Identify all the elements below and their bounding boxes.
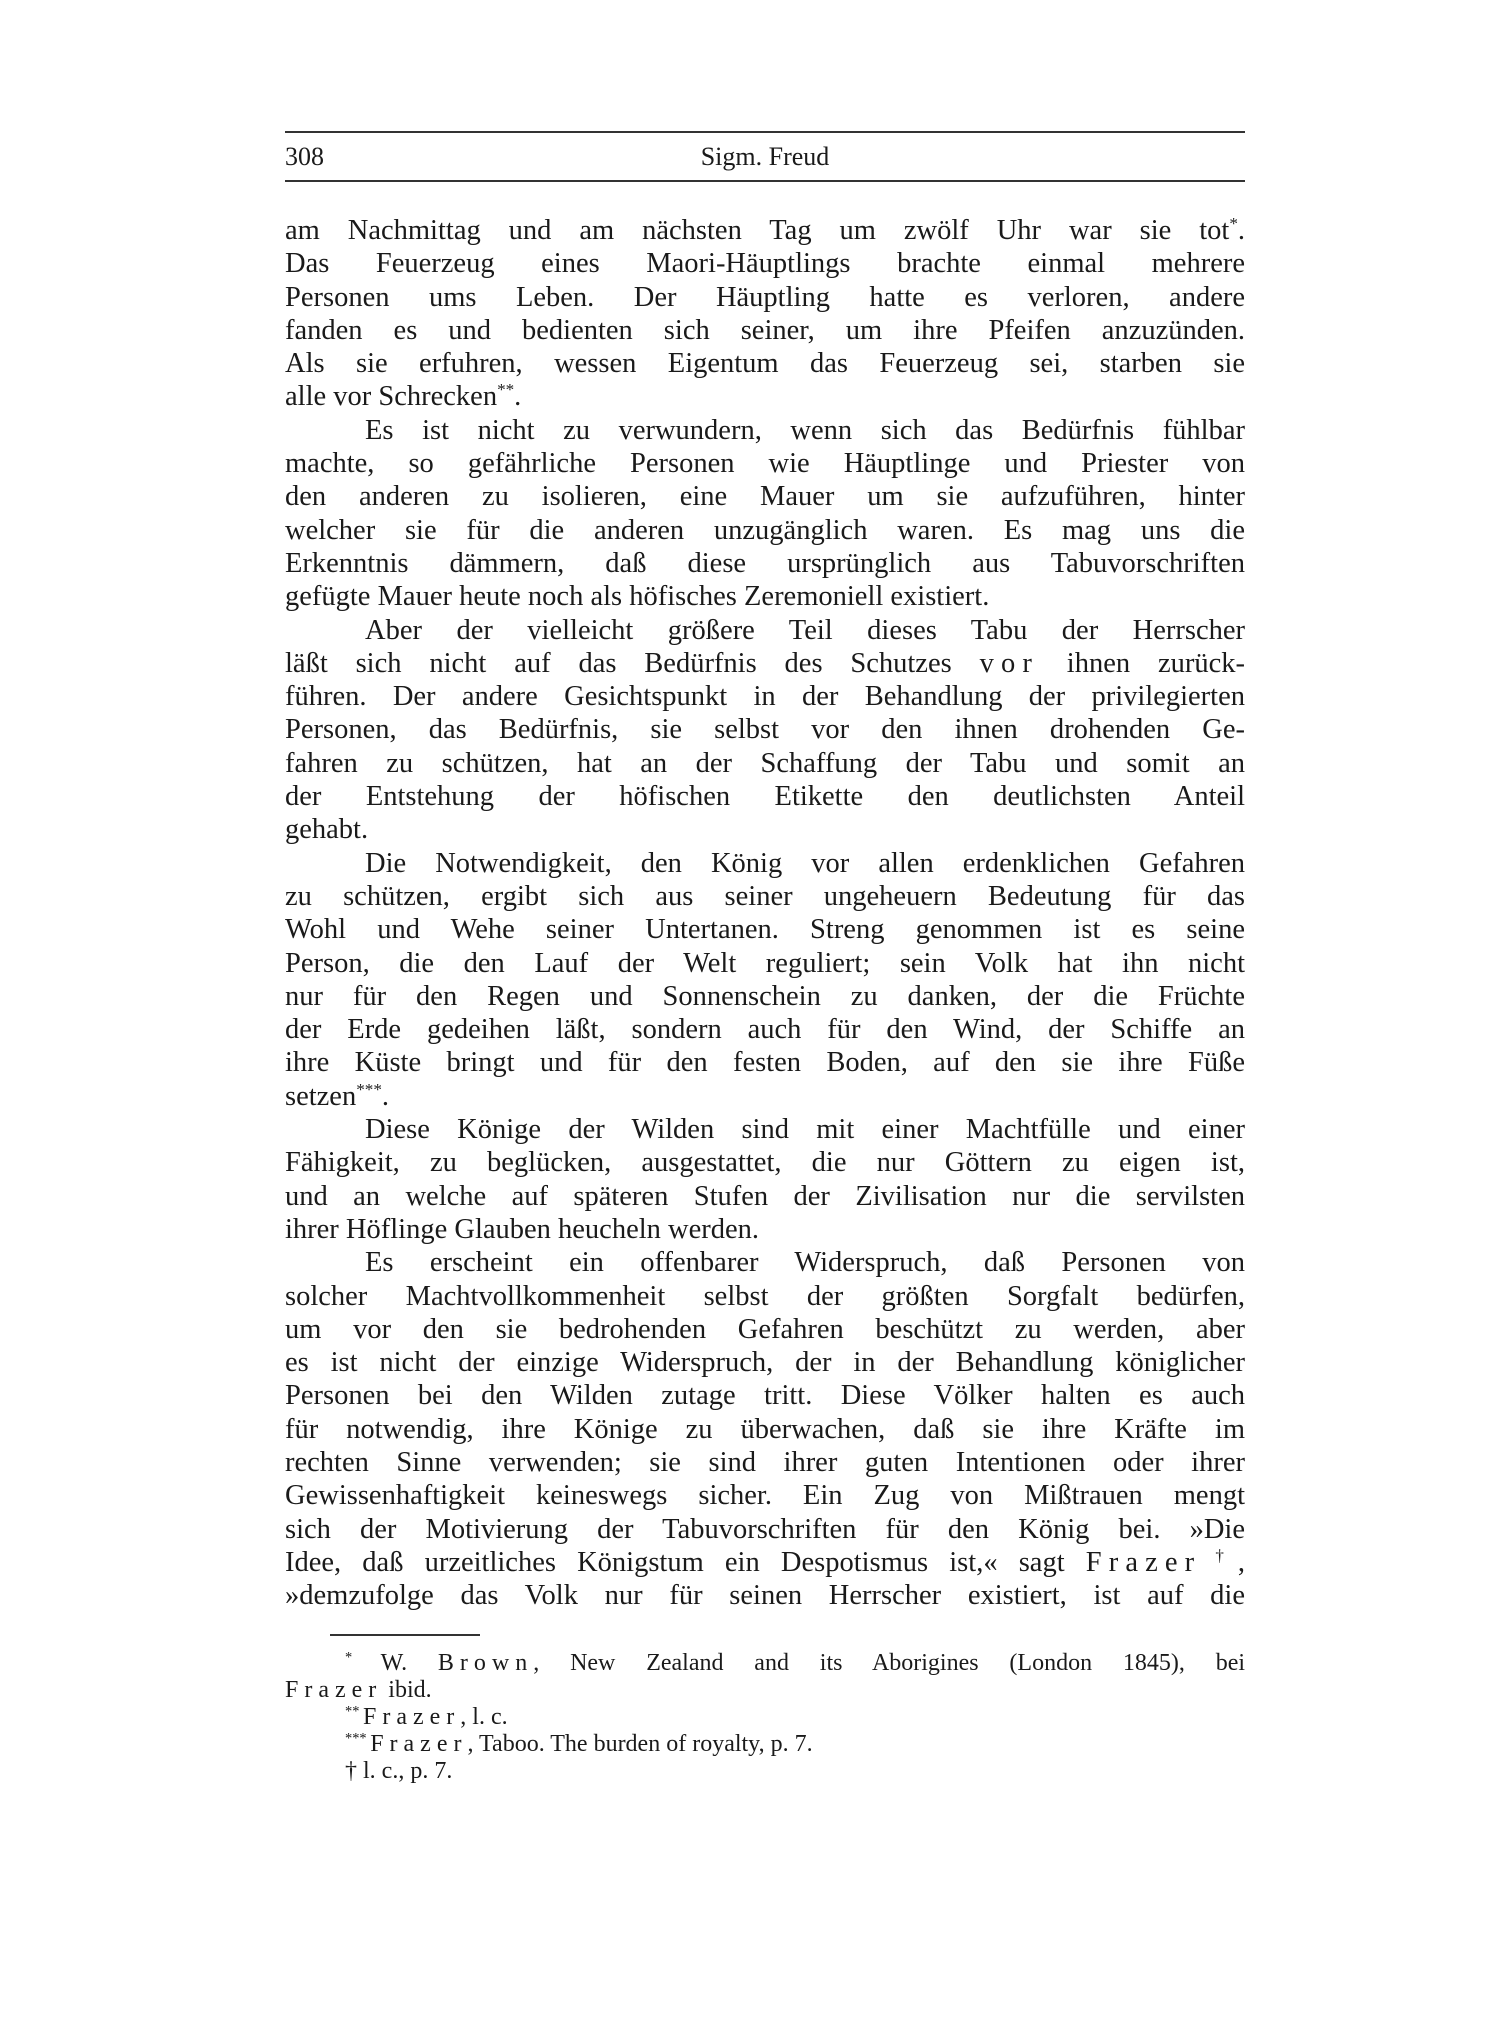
text-line — [285, 780, 1245, 813]
text-line — [285, 347, 1245, 380]
footnote — [285, 1704, 1245, 1731]
footnote-marker: * — [345, 1649, 381, 1666]
text-segment: Die Notwendigkeit, den König vor allen erdenklichen Gefahren — [365, 847, 1245, 879]
text-line — [285, 1146, 1245, 1179]
text-segment: nur für den Regen und Sonnenschein zu danken, der die Früchte — [285, 980, 1245, 1012]
text-line — [285, 713, 1245, 746]
footnote-marker: *** — [345, 1730, 371, 1747]
footnote-marker: *** — [356, 1079, 382, 1099]
text-segment: den anderen zu isolieren, eine Mauer um sie aufzuführen, hinter — [285, 481, 1245, 513]
text-segment: Brown — [437, 1650, 534, 1676]
text-segment: Das Feuerzeug eines Maori-Häuptlings brachte einmal mehrere — [285, 248, 1245, 280]
text-line — [285, 813, 1245, 846]
text-segment: vor — [979, 647, 1039, 679]
text-line — [285, 380, 1245, 413]
paragraph — [285, 214, 1245, 414]
text-line — [285, 281, 1245, 314]
text-segment: Frazer — [285, 1677, 383, 1703]
text-segment: . — [381, 1080, 389, 1112]
text-line — [285, 614, 1245, 647]
text-segment: Personen bei den Wilden zutage tritt. Diese Völker halten es auch — [285, 1380, 1245, 1412]
text-segment: W. — [380, 1650, 438, 1676]
text-segment: l. c., p. 7. — [363, 1758, 453, 1784]
text-line — [285, 747, 1245, 780]
footnote — [285, 1758, 1245, 1785]
header-top-rule — [285, 131, 1245, 133]
body-text — [285, 214, 1245, 1612]
text-segment: Erkenntnis dämmern, daß diese ursprünglich aus Tabuvorschriften — [285, 547, 1245, 579]
text-line — [285, 680, 1245, 713]
text-segment: Personen ums Leben. Der Häuptling hatte es verloren, andere — [285, 281, 1245, 313]
text-line — [285, 1446, 1245, 1479]
paragraph — [285, 614, 1245, 847]
text-line — [285, 1513, 1245, 1546]
text-line — [285, 1413, 1245, 1446]
text-segment: Person, die den Lauf der Welt reguliert; sein Volk hat ihn nicht — [285, 947, 1245, 979]
text-line — [285, 847, 1245, 880]
text-segment: Als sie erfuhren, wessen Eigentum das Feuerzeug sei, starben sie — [285, 348, 1245, 380]
footnote-marker: * — [1229, 213, 1238, 233]
text-line — [285, 1280, 1245, 1313]
text-line — [285, 1346, 1245, 1379]
text-segment: es ist nicht der einzige Widerspruch, der in der Behandlung königlicher — [285, 1347, 1245, 1379]
text-segment: Wohl und Wehe seiner Untertanen. Streng genommen ist es seine — [285, 914, 1245, 946]
text-line — [285, 1379, 1245, 1412]
text-line — [285, 214, 1245, 247]
text-segment: solcher Machtvollkommenheit selbst der größten Sorgfalt bedürfen, — [285, 1280, 1245, 1312]
text-line — [285, 414, 1245, 447]
text-line — [285, 547, 1245, 580]
text-line — [285, 480, 1245, 513]
text-segment: gehabt. — [285, 814, 369, 846]
text-segment: , Taboo. The burden of royalty, p. 7. — [467, 1731, 813, 1757]
header-bottom-rule — [285, 180, 1245, 182]
text-segment: , New Zealand and its Aborigines (London 1845), bei — [533, 1650, 1246, 1676]
text-line — [285, 447, 1245, 480]
text-segment: setzen — [285, 1080, 357, 1112]
text-line — [285, 647, 1245, 680]
footnote-rule — [330, 1634, 480, 1636]
text-segment: . — [514, 381, 522, 413]
text-segment: Es erscheint ein offenbarer Widerspruch, daß Personen von — [365, 1247, 1245, 1279]
text-segment: für notwendig, ihre Könige zu überwachen, daß sie ihre Kräfte im — [285, 1413, 1245, 1445]
paragraph — [285, 847, 1245, 1113]
text-segment: machte, so gefährliche Personen wie Häuptlinge und Priester von — [285, 448, 1245, 480]
text-segment: ihrer Höflinge Glauben heucheln werden. — [285, 1213, 760, 1245]
text-line — [285, 1213, 1245, 1246]
footnote — [285, 1731, 1245, 1758]
text-segment: Gewissenhaftigkeit keineswegs sicher. Ein Zug von Mißtrauen mengt — [285, 1480, 1245, 1512]
text-line — [285, 1013, 1245, 1046]
text-segment: † — [345, 1758, 363, 1784]
paragraph — [285, 1113, 1245, 1246]
paragraph — [285, 414, 1245, 614]
running-title: Sigm. Freud — [700, 142, 830, 171]
text-line — [285, 1113, 1245, 1146]
text-line — [285, 314, 1245, 347]
text-line — [285, 1479, 1245, 1512]
text-segment: Frazer — [363, 1704, 461, 1730]
text-line — [285, 1246, 1245, 1279]
text-segment: , l. c. — [460, 1704, 508, 1730]
text-line — [285, 913, 1245, 946]
text-line — [285, 514, 1245, 547]
text-line — [285, 1758, 1245, 1785]
footnote — [285, 1650, 1245, 1704]
text-segment: zu schützen, ergibt sich aus seiner ungeheuern Bedeutung für das — [285, 880, 1245, 912]
text-line — [285, 1677, 1245, 1704]
text-line — [285, 1080, 1245, 1113]
text-line — [285, 1313, 1245, 1346]
footnote-marker: † — [1201, 1545, 1238, 1565]
text-line — [285, 1046, 1245, 1079]
text-segment: um vor den sie bedrohenden Gefahren beschützt zu werden, aber — [285, 1313, 1245, 1345]
text-line — [285, 1546, 1245, 1579]
footnote-marker: ** — [497, 380, 515, 400]
text-segment: gefügte Mauer heute noch als höfisches Zeremoniell existiert. — [285, 581, 990, 613]
paragraph — [285, 1246, 1245, 1612]
text-line — [285, 880, 1245, 913]
text-segment: . — [1237, 215, 1245, 246]
text-segment: , — [1237, 1546, 1245, 1578]
footnote-marker: ** — [345, 1703, 363, 1720]
text-segment: »demzufolge das Volk nur für seinen Herrscher existiert, ist auf die — [285, 1580, 1245, 1612]
text-line — [285, 247, 1245, 280]
text-segment: läßt sich nicht auf das Bedürfnis des Schutzes — [285, 647, 980, 679]
page-number: 308 — [285, 142, 324, 171]
text-segment: welcher sie für die anderen unzugänglich waren. Es mag uns die — [285, 514, 1245, 546]
text-segment: Frazer — [1085, 1546, 1202, 1578]
text-line — [285, 580, 1245, 613]
text-line — [285, 947, 1245, 980]
text-segment: fanden es und bedienten sich seiner, um ihre Pfeifen anzuzünden. — [285, 314, 1245, 346]
text-segment: fahren zu schützen, hat an der Schaffung der Tabu und somit an — [285, 747, 1245, 779]
text-segment: Frazer — [370, 1731, 468, 1757]
text-segment: Idee, daß urzeitliches Königstum ein Despotismus ist,« sagt — [285, 1546, 1086, 1578]
text-segment: führen. Der andere Gesichtspunkt in der Behandlung der privilegierten — [285, 681, 1245, 713]
text-segment: und an welche auf späteren Stufen der Zivilisation nur die servilsten — [285, 1180, 1245, 1212]
text-segment: alle vor Schrecken — [285, 381, 498, 413]
text-line — [285, 980, 1245, 1013]
footnotes — [285, 1650, 1245, 1785]
text-line — [285, 1731, 1245, 1758]
page-header — [285, 138, 1245, 176]
text-segment: rechten Sinne verwenden; sie sind ihrer guten Intentionen oder ihrer — [285, 1446, 1245, 1478]
text-segment: der Erde gedeihen läßt, sondern auch für den Wind, der Schiffe an — [285, 1014, 1245, 1046]
text-segment: Es ist nicht zu verwundern, wenn sich das Bedürfnis fühlbar — [365, 414, 1245, 446]
text-segment: Aber der vielleicht größere Teil dieses Tabu der Herrscher — [365, 614, 1245, 646]
text-segment: Personen, das Bedürfnis, sie selbst vor den ihnen drohenden Ge- — [285, 714, 1245, 746]
text-segment: ibid. — [382, 1677, 432, 1703]
text-segment: Diese Könige der Wilden sind mit einer Machtfülle und einer — [365, 1114, 1245, 1146]
text-segment: am Nachmittag und am nächsten Tag um zwölf Uhr war sie tot — [285, 215, 1230, 246]
text-line — [285, 1180, 1245, 1213]
text-line — [285, 1579, 1245, 1612]
text-segment: sich der Motivierung der Tabuvorschriften für den König bei. »Die — [285, 1513, 1245, 1545]
text-segment: ihre Küste bringt und für den festen Boden, auf den sie ihre Füße — [285, 1047, 1245, 1079]
text-line — [285, 1650, 1245, 1677]
text-segment: Fähigkeit, zu beglücken, ausgestattet, die nur Göttern zu eigen ist, — [285, 1147, 1245, 1179]
text-segment: ihnen zurück- — [1038, 647, 1245, 679]
text-segment: der Entstehung der höfischen Etikette den deutlichsten Anteil — [285, 781, 1245, 813]
text-line — [285, 1704, 1245, 1731]
